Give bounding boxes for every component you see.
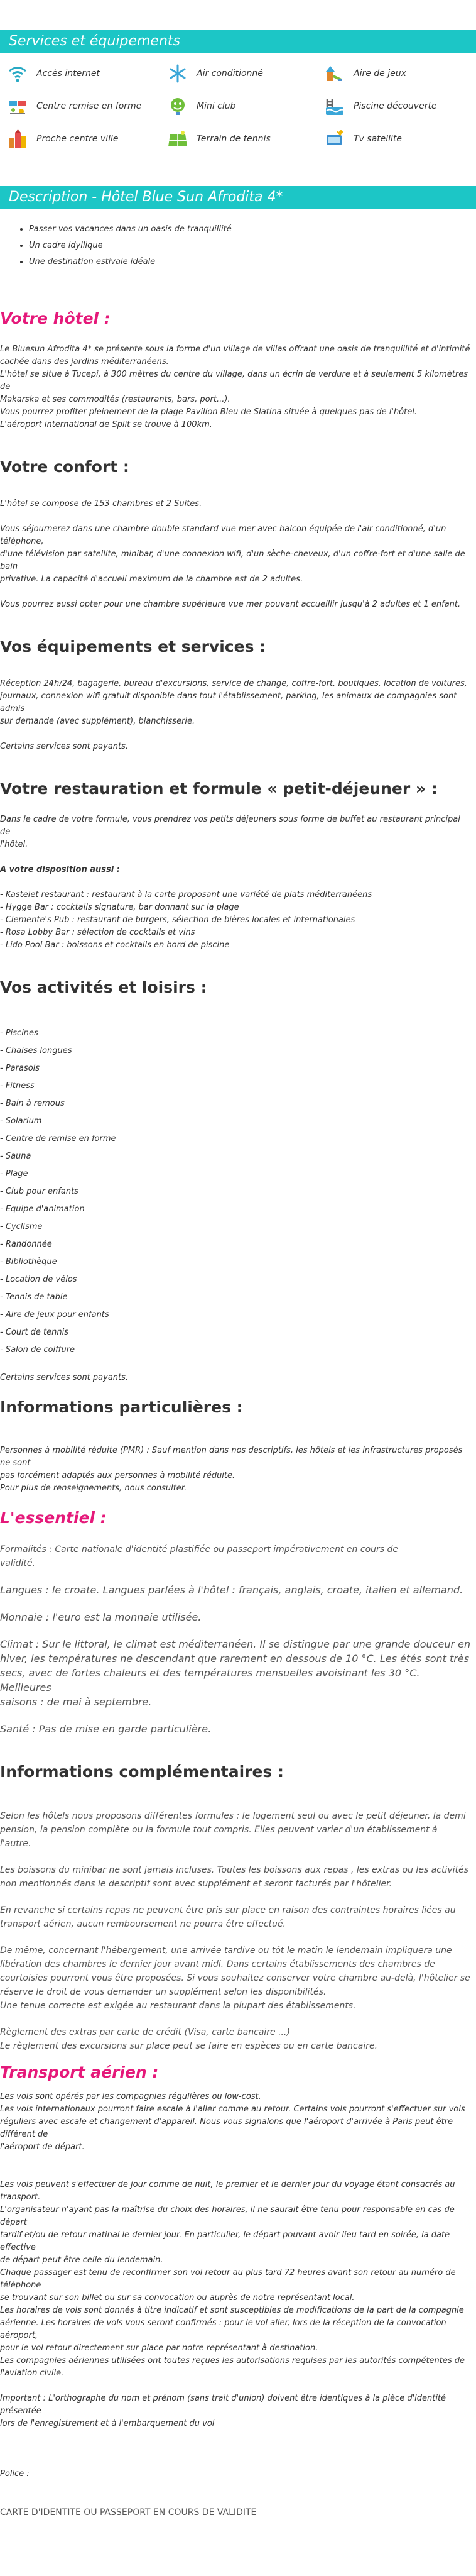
loisirs-item: - Equipe d'animation — [0, 1204, 85, 1214]
particulieres-line: Personnes à mobilité réduite (PMR) : Sauf mention dans nos descriptifs, les hôtels et les infrastructures proposés ne sont — [0, 1446, 463, 1468]
loisirs-item: - Plage — [0, 1169, 28, 1179]
loisirs-item: - Parasols — [0, 1064, 40, 1073]
mini-club-icon — [168, 96, 188, 116]
services-title: Vos équipements et services : — [0, 637, 266, 656]
complementaires-p4: courtoisies pourront vous être proposées. Si vous souhaitez conserver votre chambre au-delà, l'hôtelier se — [0, 1973, 470, 1983]
equip-item-piscine — [325, 96, 472, 117]
transport-p2: aérienne. Les horaires de vols vous seront confirmés : pour le vol aller, lors de la réception de la convocation aéroport, — [0, 2318, 446, 2340]
description-title: Description - Hôtel Blue Sun Afrodita 4* — [0, 186, 476, 209]
loisirs-item: - Location de vélos — [0, 1275, 77, 1284]
hotel-line: Le Bluesun Afrodita 4* se présente sous la forme d'un village de villas offrant une oasis de tranquillité et d'intimité — [0, 344, 470, 354]
complementaires-p5: Le règlement des excursions sur place peut se faire en espèces ou en carte bancaire. — [0, 2041, 378, 2051]
services-line: journaux, connexion wifi gratuit disponible dans tout l'établissement, parking, les animaux de compagnies sont admis — [0, 691, 457, 713]
loisirs-item: - Sauna — [0, 1152, 31, 1161]
complementaires-p1: pension, la pension complète ou la formule tout compris. Elles peuvent varier d'un établissement à l'autre. — [0, 1825, 438, 1849]
equip-label: Terrain de tennis — [197, 134, 271, 144]
loisirs-item: - Bain à remous — [0, 1099, 65, 1108]
loisirs-item: - Salon de coiffure — [0, 1345, 75, 1355]
restauration-line: l'hôtel. — [0, 840, 28, 849]
equip-label: Aire de jeux — [354, 69, 406, 79]
services-line: Réception 24h/24, bagagerie, bureau d'excursions, service de change, coffre-fort, boutiques, location de voitures, — [0, 679, 467, 688]
essentiel-monnaie: Monnaie : l'euro est la monnaie utilisée. — [0, 1611, 202, 1623]
restauration-line: Dans le cadre de votre formule, vous prendrez vos petits déjeuners sous forme de buffet au restaurant principal de — [0, 815, 460, 837]
loisirs-item: - Cyclisme — [0, 1222, 43, 1231]
equip-item-mini-club — [168, 96, 325, 117]
complementaires-p3: En revanche si certains repas ne peuvent être pris sur place en raison des contraintes horaires liées au — [0, 1905, 456, 1915]
particulieres-title: Informations particulières : — [0, 1398, 243, 1416]
transport-p1: réguliers avec escale et changement d'appareil. Nous vous signalons que l'aéroport d'arrivée à Paris peut être différent de — [0, 2117, 453, 2139]
essentiel-langues: Langues : le croate. Langues parlées à l'hôtel : français, anglais, croate, italien et allemand. — [0, 1584, 463, 1596]
complementaires-p4: réserve le droit de vous demander un supplément selon les disponibilités. — [0, 1987, 327, 1997]
restauration-item: - Hygge Bar : cocktails signature, bar donnant sur la plage — [0, 903, 239, 912]
complementaires-title: Informations complémentaires : — [0, 1763, 284, 1781]
equip-item-internet — [8, 63, 168, 84]
playground-icon — [325, 63, 345, 84]
loisirs-item: - Bibliothèque — [0, 1257, 57, 1267]
transport-title: Transport aérien : — [0, 2063, 159, 2081]
loisirs-item: - Tennis de table — [0, 1292, 68, 1302]
services-note: Certains services sont payants. — [0, 742, 129, 751]
transport-p1: l'aéroport de départ. — [0, 2142, 85, 2152]
equip-label: Mini club — [197, 101, 236, 111]
equip-label: Piscine découverte — [354, 101, 437, 111]
loisirs-item: - Randonnée — [0, 1240, 52, 1249]
transport-p2: pour le vol retour directement sur place par notre représentant à destination. — [0, 2343, 318, 2353]
transport-p3: Important : L'orthographe du nom et prénom (sans trait d'union) doivent être identiques à la pièce d'identité présentée — [0, 2394, 446, 2416]
equip-item-tv — [325, 128, 472, 150]
restauration-title: Votre restauration et formule « petit-déjeuner » : — [0, 779, 438, 798]
equip-label: Air conditionné — [197, 69, 263, 79]
loisirs-item: - Piscines — [0, 1028, 38, 1038]
complementaires-p4: Une tenue correcte est exigée au restaurant dans la plupart des établissements. — [0, 2001, 356, 2011]
equip-label: Centre remise en forme — [36, 101, 142, 111]
hotel-line: Makarska et ses commodités (restaurants, bars, port...). — [0, 395, 230, 404]
transport-police: Police : — [0, 2469, 30, 2479]
services-line: sur demande (avec supplément), blanchisserie. — [0, 717, 195, 726]
complementaires-p2: Les boissons du minibar ne sont jamais incluses. Toutes les boissons aux repas , les extras ou les activités — [0, 1865, 468, 1875]
particulieres-line: pas forcément adaptés aux personnes à mobilité réduite. — [0, 1471, 235, 1480]
transport-p3: lors de l'enregistrement et à l'embarquement du vol — [0, 2419, 215, 2428]
transport-p2: L'organisateur n'ayant pas la maîtrise du choix des horaires, il ne saurait être tenu pour responsable en cas de départ — [0, 2205, 455, 2227]
city-icon — [8, 129, 28, 149]
equipements-title: Services et équipements — [0, 30, 476, 53]
equip-item-remise-forme — [8, 96, 168, 117]
loisirs-item: - Club pour enfants — [0, 1187, 78, 1196]
equip-item-clim — [168, 63, 325, 84]
essentiel-formalites: Formalités : Carte nationale d'identité plastifiée ou passeport impérativement en cours de — [0, 1544, 399, 1555]
loisirs-item: - Solarium — [0, 1116, 42, 1126]
loisirs-item: - Court de tennis — [0, 1328, 69, 1337]
transport-p2: Les compagnies aériennes utilisées ont toutes reçues les autorisations requises par les autorités compétentes de — [0, 2356, 465, 2365]
loisirs-item: - Chaises longues — [0, 1046, 72, 1055]
equip-label: Accès internet — [36, 69, 100, 79]
complementaires-p2: non mentionnés dans le descriptif sont avec supplément et seront facturés par l'hôtelier. — [0, 1879, 392, 1889]
essentiel-sante: Santé : Pas de mise en garde particulière. — [0, 1723, 212, 1735]
main-content — [0, 295, 471, 2519]
description-bullets — [19, 221, 468, 270]
restauration-dispo-title: A votre disposition aussi : — [0, 865, 120, 874]
essentiel-title: L'essentiel : — [0, 1509, 107, 1527]
equip-label: Proche centre ville — [36, 134, 119, 144]
hotel-title: Votre hôtel : — [0, 309, 111, 328]
tv-icon — [325, 129, 345, 149]
transport-p2: Les vols peuvent s'effectuer de jour comme de nuit, le premier et le dernier jour du voyage étant consacrés au transport. — [0, 2180, 455, 2202]
confort-p3: Vous pourrez aussi opter pour une chambre supérieure vue mer pouvant accueillir jusqu'à 2 adultes et 1 enfant. — [0, 600, 461, 609]
restauration-item: - Lido Pool Bar : boissons et cocktails en bord de piscine — [0, 940, 230, 950]
hotel-line: L'hôtel se situe à Tucepi, à 300 mètres du centre du village, dans un écrin de verdure et à seulement 5 kilomètres de — [0, 370, 468, 392]
list-item: • Un cadre idyllique — [29, 238, 468, 254]
essentiel-climat: secs, avec de fortes chaleurs et des températures mensuelles avoisinant les 30 °C. Meilleures — [0, 1667, 420, 1693]
list-item: • Une destination estivale idéale — [29, 254, 468, 270]
restauration-item: - Rosa Lobby Bar : sélection de cocktails et vins — [0, 928, 195, 937]
restauration-item: - Kastelet restaurant : restaurant à la carte proposant une variété de plats méditerranéens — [0, 890, 372, 900]
transport-p1: Les vols internationaux pourront faire escale à l'aller comme au retour. Certains vols pourront s'effectuer sur vols — [0, 2105, 465, 2114]
loisirs-item: - Fitness — [0, 1081, 35, 1091]
complementaires-p1: Selon les hôtels nous proposons différentes formules : le logement seul ou avec le petit déjeuner, la demi — [0, 1811, 466, 1821]
confort-line: Vous séjournerez dans une chambre double standard vue mer avec balcon équipée de l'air conditionné, d'un téléphone, — [0, 524, 446, 546]
wifi-icon — [8, 63, 28, 84]
transport-p2: tardif et/ou de retour matinal le dernier jour. En particulier, le départ pouvant avoir lieu tard en soirée, la date effective — [0, 2230, 450, 2252]
essentiel-climat: Climat : Sur le littoral, le climat est méditerranéen. Il se distingue par une grande douceur en — [0, 1638, 471, 1650]
equipements-grid — [8, 63, 472, 150]
transport-p2: l'aviation civile. — [0, 2369, 64, 2378]
equip-item-centre-ville — [8, 128, 168, 150]
transport-p1: Les vols sont opérés par les compagnies régulières ou low-cost. — [0, 2092, 261, 2101]
loisirs-note: Certains services sont payants. — [0, 1373, 129, 1382]
hotel-line: cachée dans des jardins méditerranéens. — [0, 357, 169, 366]
complementaires-p4: De même, concernant l'hébergement, une arrivée tardive ou tôt le matin le lendemain impliquera une — [0, 1946, 452, 1956]
equip-item-aire-jeux — [325, 63, 472, 84]
fitness-icon — [8, 96, 28, 116]
transport-carte: CARTE D'IDENTITE OU PASSEPORT EN COURS DE VALIDITE — [0, 2507, 257, 2518]
essentiel-formalites: validité. — [0, 1558, 35, 1568]
restauration-item: - Clemente's Pub : restaurant de burgers, sélection de bières locales et internationales — [0, 915, 355, 925]
loisirs-title: Vos activités et loisirs : — [0, 978, 207, 996]
particulieres-line: Pour plus de renseignements, nous consulter. — [0, 1483, 187, 1493]
pool-icon — [325, 96, 345, 116]
hotel-line: Vous pourrez profiter pleinement de la plage Pavilion Bleu de Slatina située à quelques pas de l'hôtel. — [0, 407, 417, 417]
equip-item-tennis — [168, 128, 325, 150]
confort-line: privative. La capacité d'accueil maximum de la chambre est de 2 adultes. — [0, 575, 303, 584]
snowflake-icon — [168, 63, 188, 84]
complementaires-p3: transport aérien, aucun remboursement ne pourra être effectué. — [0, 1919, 286, 1929]
confort-title: Votre confort : — [0, 458, 129, 476]
confort-line: d'une télévision par satellite, minibar, d'une connexion wifi, d'un sèche-cheveux, d'un coffre-fort et d'une salle de bain — [0, 549, 465, 571]
loisirs-item: - Aire de jeux pour enfants — [0, 1310, 109, 1319]
complementaires-p5: Règlement des extras par carte de crédit (Visa, carte bancaire ...) — [0, 2027, 290, 2037]
tennis-icon — [168, 129, 188, 149]
transport-p2: de départ peut être celle du lendemain. — [0, 2255, 163, 2265]
essentiel-climat: hiver, les températures ne descendant que rarement en dessous de 10 °C. Les étés sont très — [0, 1653, 470, 1665]
essentiel-climat: saisons : de mai à septembre. — [0, 1696, 152, 1708]
loisirs-item: - Centre de remise en forme — [0, 1134, 116, 1143]
transport-p2: Les horaires de vols sont donnés à titre indicatif et sont susceptibles de modifications de la part de la compagnie — [0, 2306, 464, 2315]
confort-p1: L'hôtel se compose de 153 chambres et 2 Suites. — [0, 499, 202, 509]
transport-p2: se trouvant sur son billet ou sur sa convocation ou auprès de notre représentant local. — [0, 2293, 355, 2303]
transport-p2: Chaque passager est tenu de reconfirmer son vol retour au plus tard 72 heures avant son retour au numéro de téléphone — [0, 2268, 456, 2290]
hotel-line: L'aéroport international de Split se trouve à 100km. — [0, 420, 212, 429]
list-item: • Passer vos vacances dans un oasis de tranquillité — [29, 221, 468, 238]
complementaires-p4: libération des chambres le dernier jour avant midi. Dans certains établissements des chambres de — [0, 1959, 435, 1969]
equip-label: Tv satellite — [354, 134, 403, 144]
